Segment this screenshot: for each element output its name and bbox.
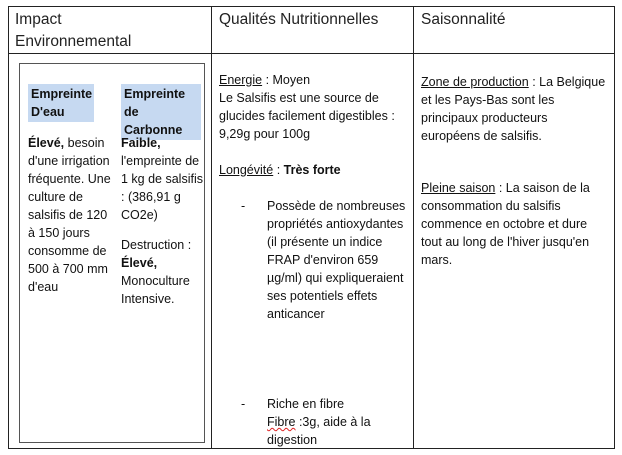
water-text: besoin d'une irrigation fréquente. Une culture de salsifis de 120 à 150 jours consomme de 500 à 700 mm d'eau (28, 136, 111, 294)
fibre-word: Fibre (267, 415, 296, 429)
antioxidant-bullet: Possède de nombreuses propriétés antioxydantes (il présente un indice FRAP d'environ 659 µg/ml) qui expliqueraient ses potentiels effets anticancer (267, 199, 406, 321)
energy-text: Le Salsifis est une source de glucides facilement digestibles : 9,29g pour 100g (219, 91, 395, 141)
impact-inner-box (19, 63, 205, 443)
energy-value: : Moyen (262, 73, 311, 87)
destruction-block (121, 236, 203, 308)
longevity-value: Très forte (283, 163, 341, 177)
carbon-footprint-title: Empreinte de Carbonne (121, 84, 201, 140)
full-season-text: : La saison de la consommation du salsifis commence en octobre et dure tout au long de l'hiver jusqu'en mars. (421, 181, 590, 267)
full-season-label: Pleine saison (421, 181, 496, 195)
production-zone-label: Zone de production (421, 75, 529, 89)
full-season-block (421, 179, 607, 269)
water-level: Élevé, (28, 136, 65, 150)
bullet-dash-2: - (241, 397, 246, 411)
production-zone-block (421, 73, 607, 145)
water-footprint-title: Empreinte D'eau (28, 84, 94, 122)
carbon-footprint-description (121, 134, 203, 308)
longevity-sep: : (273, 163, 284, 177)
header-saisonnalite: Saisonnalité (421, 11, 506, 28)
column-divider-1 (211, 7, 212, 448)
bullet-dash-1: - (241, 199, 246, 213)
fibre-text: :3g, aide à la digestion (267, 415, 371, 447)
longevity-label: Longévité (219, 163, 274, 177)
destruction-label: Destruction : (121, 238, 192, 252)
production-zone-text: : La Belgique et les Pays-Bas sont les principaux producteurs européens de salsifis. (421, 75, 606, 143)
energy-block (219, 71, 399, 143)
destruction-level: Élevé, (121, 256, 158, 270)
destruction-text: Monoculture Intensive. (121, 274, 190, 306)
energy-label: Energie (219, 73, 263, 87)
fibre-title: Riche en fibre (267, 397, 345, 411)
carbon-level: Faible, (121, 136, 161, 150)
column-divider-2 (413, 7, 414, 448)
header-qualites-nutritionnelles: Qualités Nutritionnelles (219, 11, 379, 28)
header-impact-environnemental: Impact Environnemental (15, 11, 132, 50)
carbon-text: l'empreinte de 1 kg de salsifis : (386,91 g CO2e) (121, 154, 203, 222)
longevity-line (219, 161, 399, 179)
nutrition-table (8, 6, 615, 449)
header-divider (9, 53, 614, 54)
water-footprint-description (28, 134, 112, 296)
fibre-bullet (267, 395, 407, 449)
